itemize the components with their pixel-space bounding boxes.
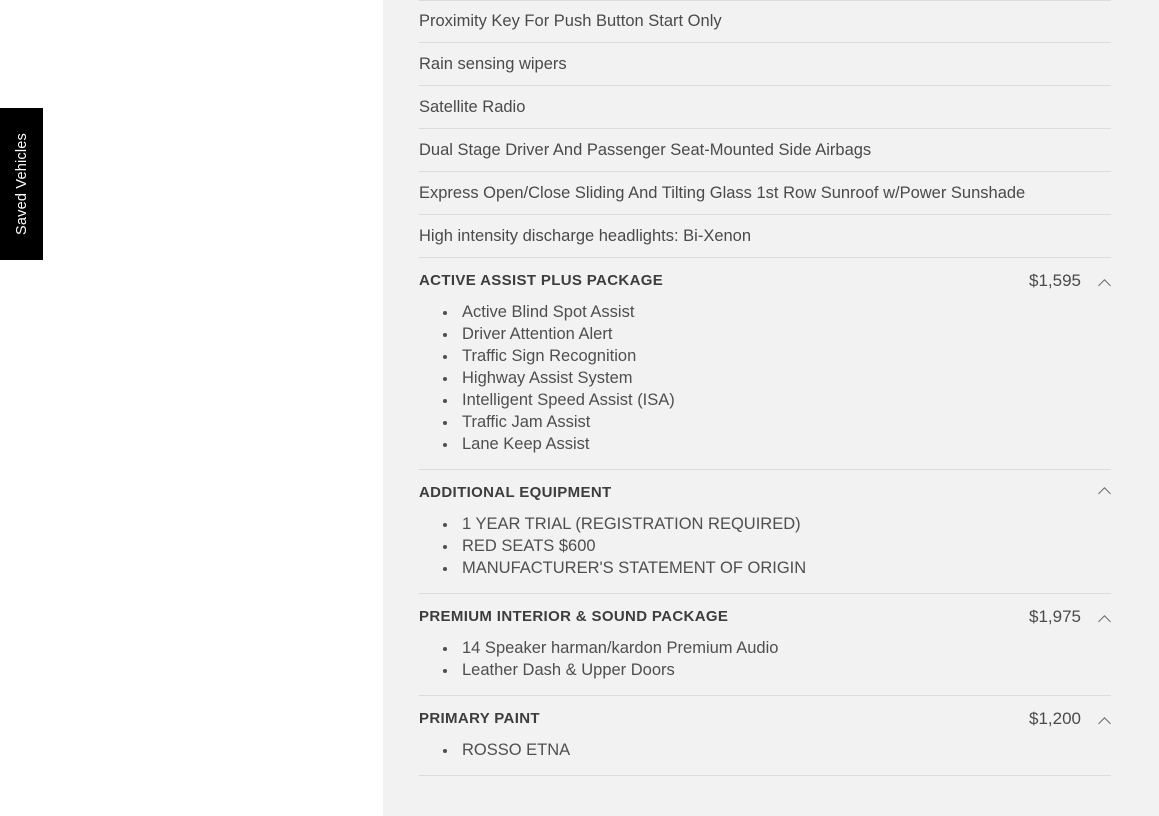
chevron-up-icon[interactable] (1099, 613, 1111, 625)
list-bottom-spacer (419, 776, 1111, 796)
package-header[interactable] (419, 483, 1111, 503)
chevron-up-icon[interactable] (1099, 485, 1111, 497)
package-group (419, 696, 1111, 776)
package-item: • 1 YEAR TRIAL (REGISTRATION REQUIRED) (458, 513, 1111, 535)
package-item: • MANUFACTURER'S STATEMENT OF ORIGIN (458, 557, 1111, 579)
package-header[interactable] (419, 607, 1111, 627)
package-item: • Intelligent Speed Assist (ISA) (458, 389, 1111, 411)
package-item: • RED SEATS $600 (458, 535, 1111, 557)
package-items (419, 637, 1111, 681)
package-price: $1,975 (1029, 607, 1081, 626)
package-item: • Leather Dash & Upper Doors (458, 659, 1111, 681)
package-item: • Traffic Sign Recognition (458, 345, 1111, 367)
package-price: $1,200 (1029, 709, 1081, 728)
feature-row: High intensity discharge headlights: Bi-Xenon (419, 215, 1111, 258)
package-group (419, 594, 1111, 696)
package-meta (1029, 709, 1111, 729)
package-item: • Lane Keep Assist (458, 433, 1111, 455)
package-item: • Highway Assist System (458, 367, 1111, 389)
chevron-up-icon[interactable] (1099, 277, 1111, 289)
package-item: • Driver Attention Alert (458, 323, 1111, 345)
package-item: • 14 Speaker harman/kardon Premium Audio (458, 637, 1111, 659)
package-item: • Traffic Jam Assist (458, 411, 1111, 433)
package-title: PRIMARY PAINT (419, 710, 540, 727)
package-title: ADDITIONAL EQUIPMENT (419, 484, 612, 501)
package-meta (1029, 271, 1111, 291)
package-header[interactable] (419, 709, 1111, 729)
feature-row: Dual Stage Driver And Passenger Seat-Mounted Side Airbags (419, 129, 1111, 172)
package-meta (1081, 483, 1111, 495)
feature-row: Express Open/Close Sliding And Tilting Glass 1st Row Sunroof w/Power Sunshade (419, 172, 1111, 215)
saved-vehicles-label: Saved Vehicles (13, 133, 30, 235)
package-item: • Active Blind Spot Assist (458, 301, 1111, 323)
feature-row: Proximity Key For Push Button Start Only (419, 0, 1111, 43)
chevron-up-icon[interactable] (1099, 715, 1111, 727)
package-group (419, 470, 1111, 594)
package-title: ACTIVE ASSIST PLUS PACKAGE (419, 272, 664, 289)
package-items (419, 739, 1111, 761)
feature-row: Satellite Radio (419, 86, 1111, 129)
package-group (419, 258, 1111, 470)
package-title: PREMIUM INTERIOR & SOUND PACKAGE (419, 608, 729, 625)
features-list (419, 0, 1111, 796)
package-meta (1029, 607, 1111, 627)
feature-row: Rain sensing wipers (419, 43, 1111, 86)
package-items (419, 301, 1111, 455)
package-item: • ROSSO ETNA (458, 739, 1111, 761)
saved-vehicles-tab[interactable] (0, 108, 43, 260)
package-header[interactable] (419, 271, 1111, 291)
vehicle-features-panel (383, 0, 1159, 816)
package-items (419, 513, 1111, 579)
package-price: $1,595 (1029, 271, 1081, 290)
